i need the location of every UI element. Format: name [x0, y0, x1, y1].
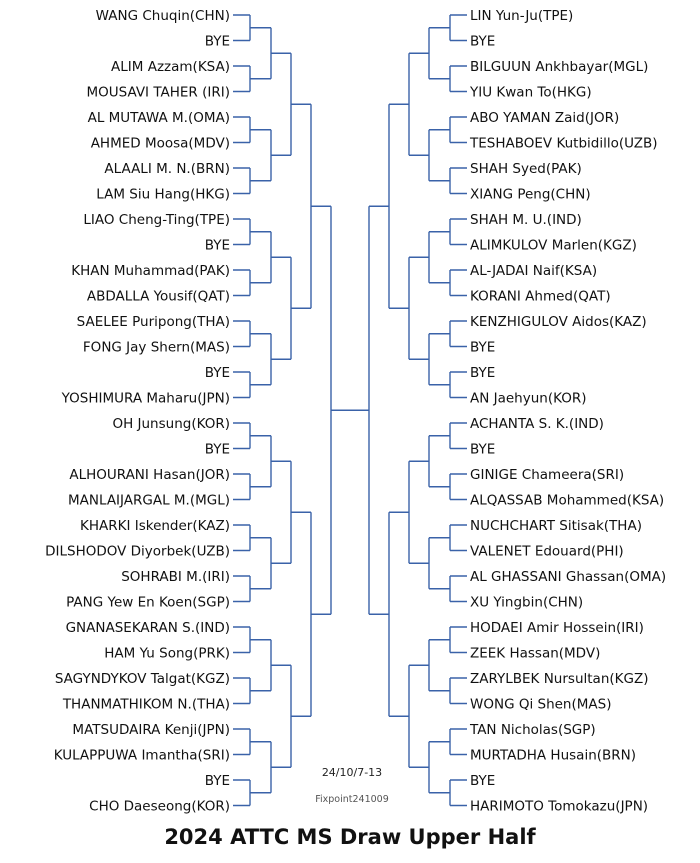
right-player-23: AL GHASSANI Ghassan(OMA)	[470, 569, 667, 585]
right-player-27: ZARYLBEK Nursultan(KGZ)	[470, 671, 649, 687]
right-player-14: BYE	[470, 339, 496, 356]
left-player-16: YOSHIMURA Maharu(JPN)	[61, 390, 230, 407]
right-player-1: LIN Yun-Ju(TPE)	[470, 8, 574, 24]
left-player-9: LIAO Cheng-Ting(TPE)	[83, 212, 230, 228]
right-player-22: VALENET Edouard(PHI)	[470, 543, 624, 560]
left-player-30: KULAPPUWA Imantha(SRI)	[53, 747, 230, 764]
left-player-21: KHARKI Iskender(KAZ)	[79, 518, 230, 534]
left-player-24: PANG Yew En Koen(SGP)	[66, 594, 230, 611]
right-player-18: BYE	[470, 441, 496, 458]
right-player-12: KORANI Ahmed(QAT)	[470, 288, 611, 305]
left-player-20: MANLAIJARGAL M.(MGL)	[68, 492, 230, 509]
left-player-18: BYE	[204, 441, 230, 458]
right-player-list	[469, 8, 666, 815]
left-player-15: BYE	[204, 365, 230, 381]
right-player-3: BILGUUN Ankhbayar(MGL)	[470, 59, 649, 75]
left-player-13: SAELEE Puripong(THA)	[76, 314, 230, 330]
left-player-5: AL MUTAWA M.(OMA)	[87, 110, 230, 126]
left-player-list	[45, 8, 230, 815]
right-player-16: AN Jaehyun(KOR)	[470, 390, 587, 407]
right-player-29: TAN Nicholas(SGP)	[470, 722, 596, 738]
right-player-17: ACHANTA S. K.(IND)	[470, 416, 604, 432]
left-player-32: CHO Daeseong(KOR)	[89, 798, 230, 815]
left-player-11: KHAN Muhammad(PAK)	[71, 263, 230, 279]
left-player-28: THANMATHIKOM N.(THA)	[62, 696, 230, 713]
right-player-15: BYE	[470, 365, 496, 381]
right-player-24: XU Yingbin(CHN)	[470, 594, 584, 611]
right-player-6: TESHABOEV Kutbidillo(UZB)	[470, 135, 658, 152]
right-player-32: HARIMOTO Tomokazu(JPN)	[470, 798, 649, 815]
right-player-7: SHAH Syed(PAK)	[470, 161, 582, 177]
right-player-11: AL-JADAI Naif(KSA)	[470, 263, 598, 279]
right-player-19: GINIGE Chameera(SRI)	[470, 467, 625, 483]
right-player-10: ALIMKULOV Marlen(KGZ)	[470, 237, 637, 254]
left-player-27: SAGYNDYKOV Talgat(KGZ)	[54, 671, 230, 687]
left-player-10: BYE	[204, 237, 230, 254]
left-player-31: BYE	[204, 773, 230, 789]
right-player-5: ABO YAMAN Zaid(JOR)	[470, 110, 620, 126]
left-player-12: ABDALLA Yousif(QAT)	[86, 288, 230, 305]
right-player-9: SHAH M. U.(IND)	[470, 212, 582, 228]
left-player-23: SOHRABI M.(IRI)	[121, 569, 230, 585]
left-player-6: AHMED Moosa(MDV)	[90, 135, 230, 152]
left-player-17: OH Junsung(KOR)	[112, 416, 230, 432]
left-player-8: LAM Siu Hang(HKG)	[96, 186, 230, 203]
bracket-lines	[233, 15, 467, 806]
right-player-20: ALQASSAB Mohammed(KSA)	[470, 492, 665, 509]
left-player-19: ALHOURANI Hasan(JOR)	[69, 467, 230, 483]
right-player-26: ZEEK Hassan(MDV)	[470, 645, 601, 662]
left-player-22: DILSHODOV Diyorbek(UZB)	[45, 543, 230, 560]
right-player-25: HODAEI Amir Hossein(IRI)	[470, 620, 644, 636]
left-player-1: WANG Chuqin(CHN)	[95, 8, 230, 24]
page-title: 2024 ATTC MS Draw Upper Half	[164, 825, 536, 849]
right-player-31: BYE	[470, 773, 496, 789]
right-player-13: KENZHIGULOV Aidos(KAZ)	[470, 314, 647, 330]
left-player-4: MOUSAVI TAHER (IRI)	[86, 84, 230, 101]
right-player-2: BYE	[470, 33, 496, 50]
right-player-8: XIANG Peng(CHN)	[470, 186, 591, 203]
event-dates: 24/10/7-13	[321, 766, 383, 779]
right-player-30: MURTADHA Husain(BRN)	[470, 747, 637, 764]
left-player-2: BYE	[204, 33, 230, 50]
right-player-4: YIU Kwan To(HKG)	[470, 84, 592, 101]
left-player-26: HAM Yu Song(PRK)	[104, 645, 230, 662]
right-player-28: WONG Qi Shen(MAS)	[470, 696, 612, 713]
right-player-21: NUCHCHART Sitisak(THA)	[470, 518, 642, 534]
credit-label: Fixpoint241009	[315, 794, 389, 805]
left-player-29: MATSUDAIRA Kenji(JPN)	[72, 722, 230, 738]
left-player-25: GNANASEKARAN S.(IND)	[65, 620, 230, 636]
left-player-7: ALAALI M. N.(BRN)	[104, 161, 230, 177]
left-player-14: FONG Jay Shern(MAS)	[82, 339, 230, 356]
left-player-3: ALIM Azzam(KSA)	[111, 59, 230, 75]
